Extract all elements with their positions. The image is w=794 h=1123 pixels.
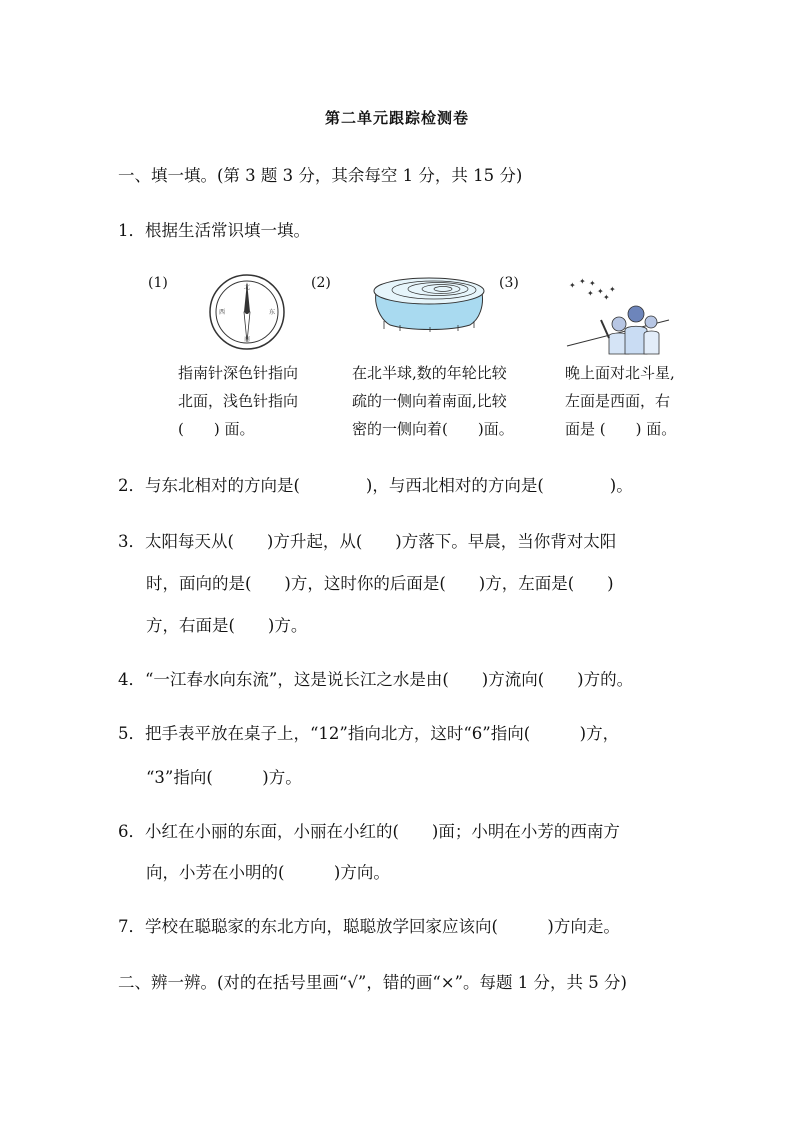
compass-south: 南 [243,336,251,343]
stargazers-icon [565,276,671,356]
fig1-caption [178,359,298,443]
fig1-label: (1) [148,275,168,291]
q3-line: 方，右面是( )方。 [146,616,308,635]
svg-text:✦: ✦ [589,279,596,288]
q1-text: 1．根据生活常识填一填。 [118,221,310,240]
svg-text:✦: ✦ [609,285,616,294]
compass-icon [206,272,288,352]
fig3-caption [565,359,676,443]
q5-line: “3”指向( )方。 [146,768,302,787]
q6-line: 6．小红在小丽的东面，小丽在小红的( )面；小明在小芳的西南方 [118,822,620,841]
svg-text:✦: ✦ [603,293,610,302]
fig3-label: (3) [499,275,519,291]
section1-heading: 一、填一填。(第 3 题 3 分，其余每空 1 分，共 15 分) [118,166,523,185]
q3-line: 3．太阳每天从( )方升起，从( )方落下。早晨，当你背对太阳 [118,532,617,551]
fig3-caption-line: 左面是西面，右 [565,392,671,410]
tree-stump-icon [370,275,488,333]
fig2-caption [352,359,514,443]
q6-line: 向，小芳在小明的( )方向。 [146,863,390,882]
fig2-caption-line: 在北半球,数的年轮比较 [352,364,507,382]
compass-north: 北 [243,284,251,291]
fig2-caption-line: 密的一侧向着( )面。 [352,420,514,438]
compass-west: 西 [218,309,226,316]
compass-east: 东 [268,309,276,316]
fig2-label: (2) [311,275,331,291]
fig1-caption-line: 北面，浅色针指向 [178,392,299,410]
fig2-caption-line: 疏的一侧向着南面,比较 [352,392,507,410]
section2-heading: 二、辨一辨。(对的在括号里画“√”，错的画“×”。每题 1 分，共 5 分) [118,973,627,992]
q3-line: 时，面向的是( )方，这时你的后面是( )方，左面是( ) [146,574,614,593]
fig3-caption-line: 晚上面对北斗星, [565,364,675,382]
fig1-caption-line: 指南针深色针指向 [178,364,299,382]
fig3-caption-line: 面是 ( ) 面。 [565,420,677,438]
svg-text:✦: ✦ [597,287,604,296]
fig1-caption-line: ( ) 面。 [178,420,255,438]
q2-text: 2．与东北相对的方向是( )，与西北相对的方向是( )。 [118,476,633,495]
page-title: 第二单元跟踪检测卷 [324,109,469,127]
svg-text:✦: ✦ [569,281,576,290]
svg-text:✦: ✦ [587,289,594,298]
q4-text: 4．“一江春水向东流”，这是说长江之水是由( )方流向( )方的。 [118,670,634,689]
q5-line: 5．把手表平放在桌子上，“12”指向北方，这时“6”指向( )方， [118,724,620,743]
svg-text:✦: ✦ [579,277,586,286]
q7-text: 7．学校在聪聪家的东北方向，聪聪放学回家应该向( )方向走。 [118,917,620,936]
